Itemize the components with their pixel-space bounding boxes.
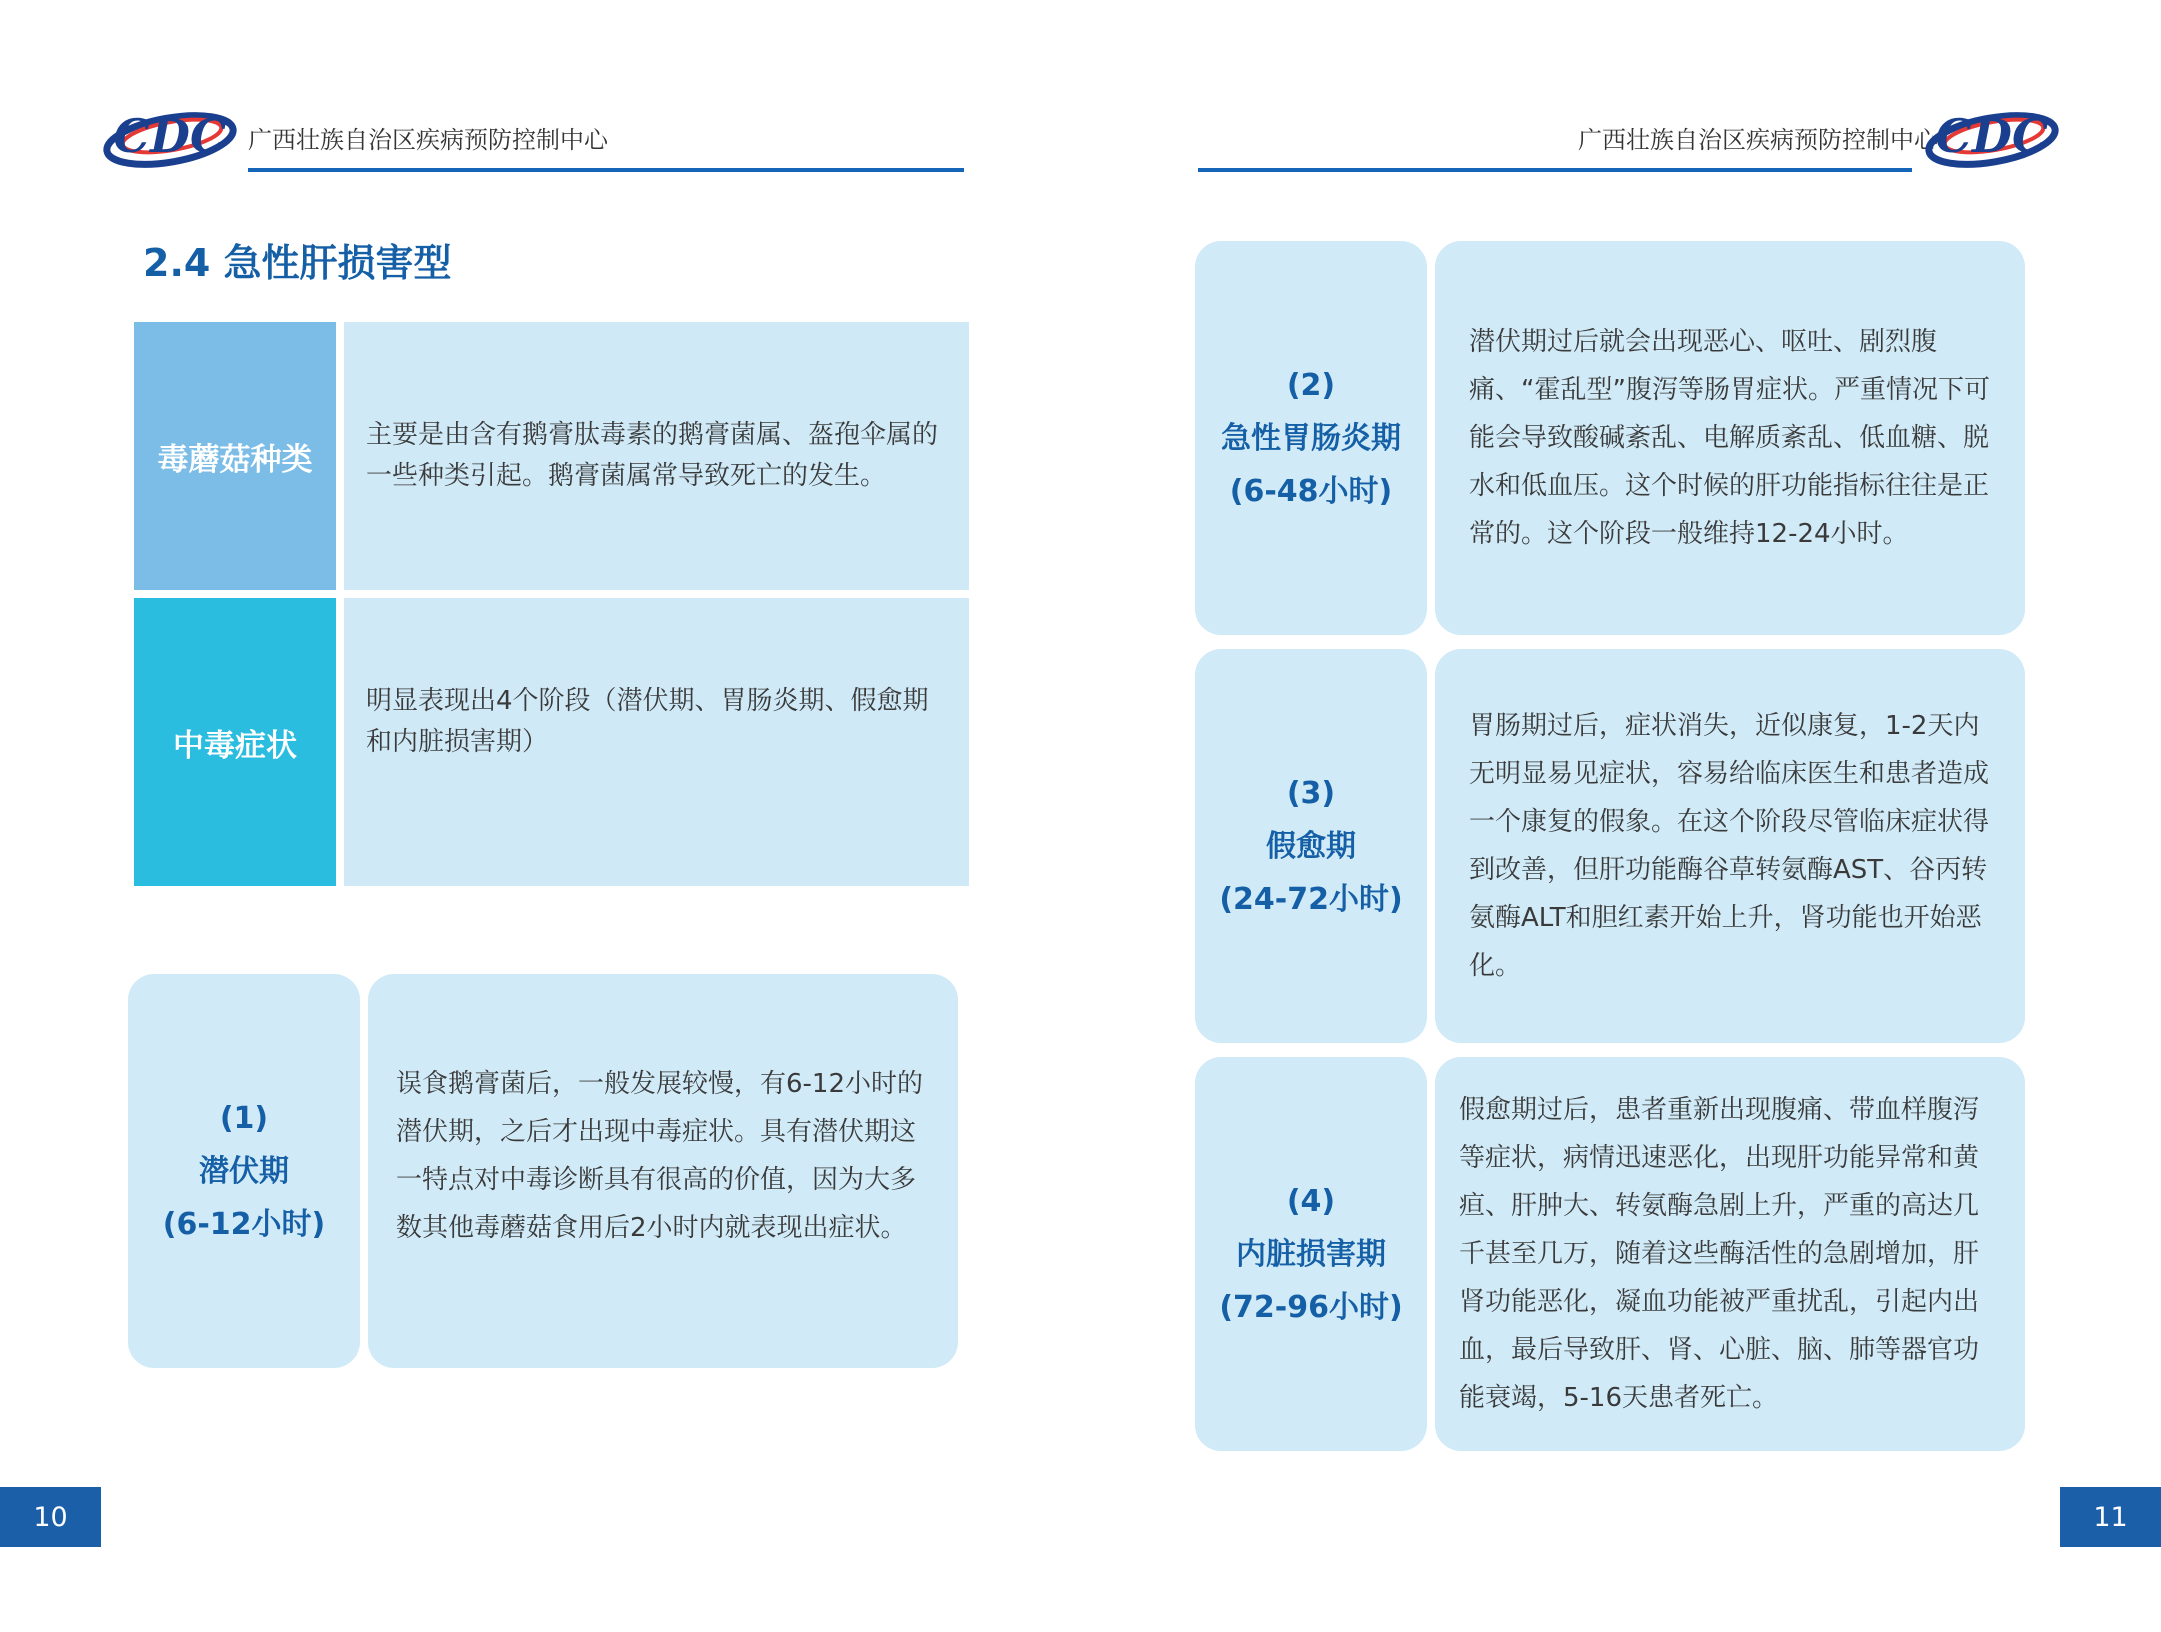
stage-2-name: 急性胃肠炎期 (1221, 420, 1401, 456)
stage-3-description (1435, 649, 2025, 1043)
stage-3-name: 假愈期 (1266, 828, 1356, 864)
stage-1-text: 误食鹅膏菌后，一般发展较慢，有6-12小时的潜伏期，之后才出现中毒症状。具有潜伏期这一特点对中毒诊断具有很高的价值，因为大多数其他毒蘑菇食用后2小时内就表现出症状。 (396, 1069, 924, 1243)
stage-2-label (1195, 241, 1427, 635)
org-name-left: 广西壮族自治区疾病预防控制中心 (248, 126, 608, 154)
stage-2-text: 潜伏期过后就会出现恶心、呕吐、剧烈腹痛、“霍乱型”腹泻等肠胃症状。严重情况下可能会导致酸碱紊乱、电解质紊乱、低血糖、脱水和低血压。这个时候的肝功能指标往往是正常的。这个阶段一般维持12-24小时。 (1469, 327, 1990, 549)
stage-3-text: 胃肠期过后，症状消失，近似康复，1-2天内无明显易见症状，容易给临床医生和患者造成一个康复的假象。在这个阶段尽管临床症状得到改善，但肝功能酶谷草转氨酶AST、谷丙转氨酶ALT和胆红素开始上升，肾功能也开始恶化。 (1469, 711, 1990, 981)
header-rule-left (248, 168, 964, 172)
poison-symptoms-text (344, 598, 969, 886)
stage-4-name: 内脏损害期 (1236, 1236, 1386, 1272)
stage-1-label (128, 974, 360, 1368)
stage-2-duration: (6-48小时) (1229, 473, 1393, 509)
page-number-right: 11 (2060, 1487, 2161, 1547)
svg-text:CDC: CDC (113, 109, 227, 163)
mushroom-type-text (344, 322, 969, 590)
stage-4-number: (4) (1286, 1183, 1336, 1219)
stage-1-number: (1) (219, 1100, 269, 1136)
mushroom-type-label: 毒蘑菇种类 (134, 322, 336, 590)
page-number-left: 10 (0, 1487, 101, 1547)
svg-text:CDC: CDC (1935, 109, 2049, 163)
stage-1-name: 潜伏期 (199, 1153, 289, 1189)
poison-symptoms-desc: 明显表现出4个阶段（潜伏期、胃肠炎期、假愈期和内脏损害期） (366, 686, 929, 757)
stage-2-description (1435, 241, 2025, 635)
stage-2-number: (2) (1286, 367, 1336, 403)
stage-4-duration: (72-96小时) (1219, 1289, 1403, 1325)
stage-3-duration: (24-72小时) (1219, 881, 1403, 917)
header-rule-right (1198, 168, 1912, 172)
stage-4-label (1195, 1057, 1427, 1451)
stage-4-description (1435, 1057, 2025, 1451)
stage-3-number: (3) (1286, 775, 1336, 811)
cdc-logo-left (100, 96, 240, 176)
mushroom-type-desc: 主要是由含有鹅膏肽毒素的鹅膏菌属、盔孢伞属的一些种类引起。鹅膏菌属常导致死亡的发生。 (366, 420, 939, 491)
stage-3-label (1195, 649, 1427, 1043)
stage-1-description (368, 974, 958, 1368)
stage-4-text: 假愈期过后，患者重新出现腹痛、带血样腹泻等症状，病情迅速恶化，出现肝功能异常和黄疸、肝肿大、转氨酶急剧上升，严重的高达几千甚至几万，随着这些酶活性的急剧增加，肝肾功能恶化，凝血功能被严重扰乱，引起内出血，最后导致肝、肾、心脏、脑、肺等器官功能衰竭，5-16天患者死亡。 (1459, 1095, 1980, 1413)
stage-1-duration: (6-12小时) (162, 1206, 326, 1242)
section-title: 2.4 急性肝损害型 (143, 241, 452, 285)
poison-symptoms-label: 中毒症状 (134, 598, 336, 886)
cdc-logo-right (1922, 96, 2062, 176)
org-name-right: 广西壮族自治区疾病预防控制中心 (1578, 126, 1938, 154)
